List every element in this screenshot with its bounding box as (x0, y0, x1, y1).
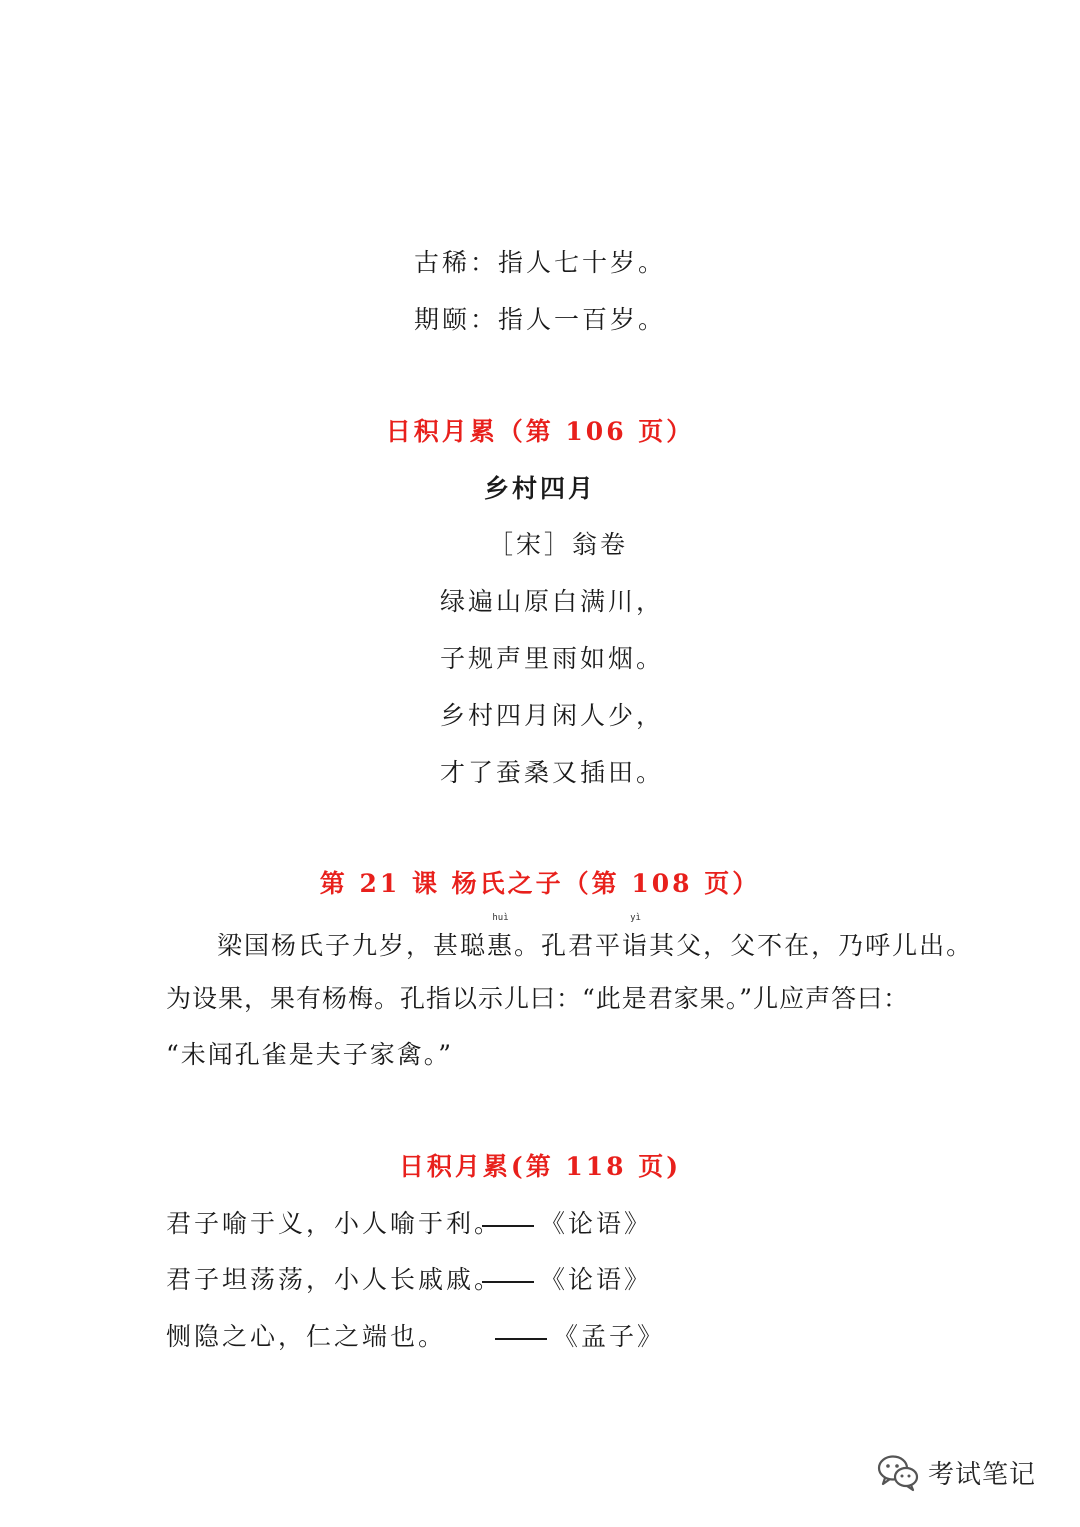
quote-text-3: 恻隐之心，仁之端也。 (166, 1322, 447, 1351)
section-heading-106: 日积月累（第 106 页） (385, 417, 695, 446)
wechat-icon (876, 1452, 920, 1492)
idiom-guxi: 古稀：指人七十岁。 (413, 248, 666, 277)
poem-line-2: 子规声里雨如烟。 (440, 644, 665, 673)
char-yi: 诣 (622, 931, 650, 960)
pinyin-yi: yì (630, 913, 641, 923)
em-dash (482, 1281, 534, 1283)
ruby-yi (622, 913, 650, 962)
poem-line-3: 乡村四月闲人少， (440, 701, 665, 730)
idiom-qiyi: 期颐：指人一百岁。 (413, 305, 666, 334)
watermark-text: 考试笔记 (928, 1459, 1037, 1490)
em-dash (482, 1225, 534, 1227)
quote-source-row-2 (462, 1264, 652, 1296)
section-heading-lesson21: 第 21 课 杨氏之子（第 108 页） (319, 869, 761, 898)
poem-author: ［宋］翁卷 (488, 530, 629, 559)
em-dash (495, 1338, 547, 1340)
paragraph-seg-1c: 其父，父不在，乃呼儿出。 (649, 931, 974, 960)
paragraph-seg-1a: 梁国杨氏子九岁，甚聪 (217, 931, 488, 960)
poem-line-1: 绿遍山原白满川， (440, 587, 665, 616)
char-hui: 惠 (487, 931, 515, 960)
quote-row-2 (166, 1264, 502, 1296)
quote-source-row-1 (462, 1208, 652, 1240)
paragraph-line-3: “未闻孔雀是夫子家禽。” (166, 1040, 454, 1069)
quote-source-1: 《论语》 (540, 1209, 653, 1238)
quote-source-row-3 (475, 1321, 665, 1353)
quote-text-1: 君子喻于义，小人喻于利。 (166, 1209, 503, 1238)
quote-source-3: 《孟子》 (553, 1322, 666, 1351)
paragraph-seg-1b: 。孔君平 (514, 931, 623, 960)
quote-row-1 (166, 1208, 502, 1240)
poem-title: 乡村四月 (483, 474, 596, 503)
paragraph-line-2: 为设果，果有杨梅。孔指以示儿曰：“此是君家果。”儿应声答曰： (166, 984, 910, 1013)
quote-text-2: 君子坦荡荡，小人长戚戚。 (166, 1265, 503, 1294)
pinyin-hui: huì (492, 913, 509, 923)
wechat-watermark (876, 1452, 1036, 1492)
ruby-hui (487, 913, 515, 962)
poem-line-4: 才了蚕桑又插田。 (440, 758, 665, 787)
paragraph-line-1 (217, 913, 974, 962)
quote-source-2: 《论语》 (540, 1265, 653, 1294)
section-heading-118: 日积月累(第 118 页) (398, 1152, 682, 1181)
quote-row-3 (166, 1321, 446, 1353)
